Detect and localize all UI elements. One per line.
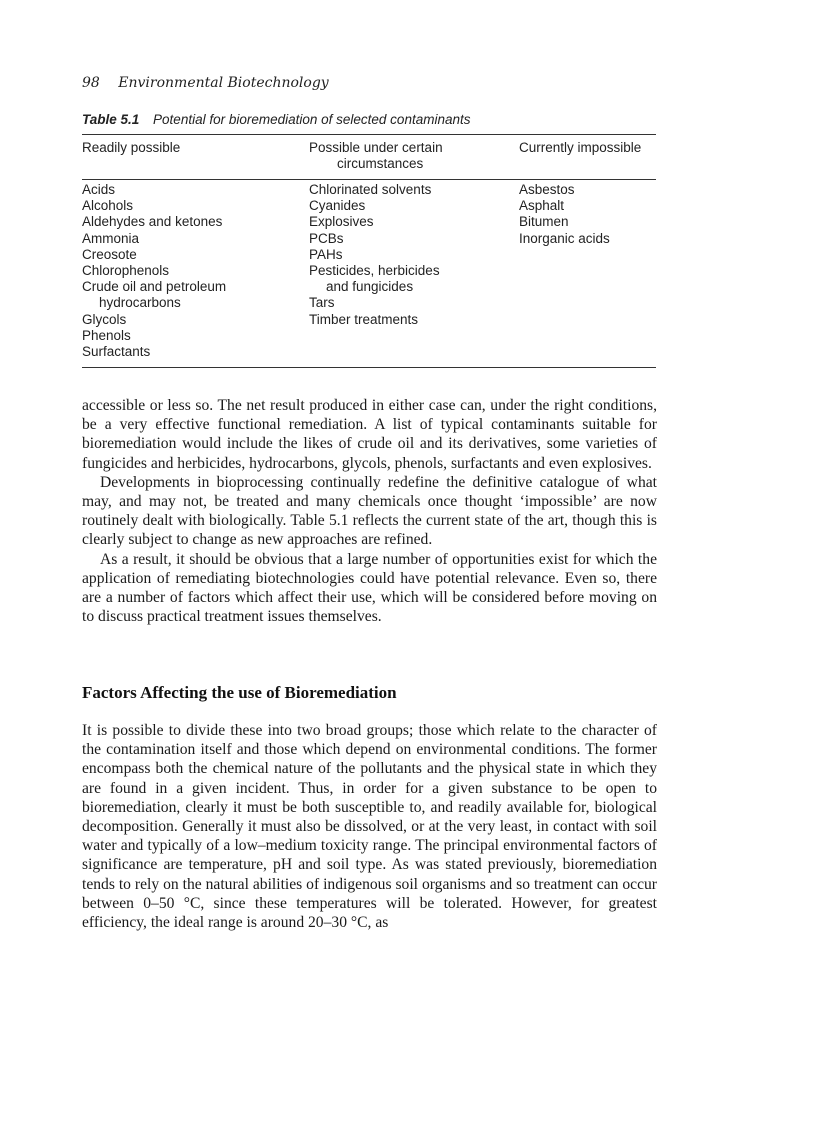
- paragraph: Developments in bioprocessing continually redefine the definitive catalogue of what may, and may not, be treated and many chemicals once thought ‘impossible’ are now routinely dealt with biologically. Table 5.1 reflects the current state of the art, though this is clearly subject to change as new approaches are refined.: [82, 473, 657, 549]
- column-readily-possible: [82, 182, 226, 360]
- table-header-rule: [82, 179, 656, 180]
- table-cell: PAHs: [309, 246, 343, 262]
- table-caption: [82, 112, 470, 127]
- section-body: [82, 721, 657, 932]
- section-heading: Factors Affecting the use of Bioremediation: [82, 683, 397, 702]
- table-cell: Inorganic acids: [519, 230, 610, 246]
- table-cell: Chlorinated solvents: [309, 182, 432, 197]
- running-title: Environmental Biotechnology: [118, 75, 329, 91]
- table-cell: PCBs: [309, 230, 344, 246]
- column-heading-readily-possible: Readily possible: [82, 140, 181, 155]
- table-cell: Bitumen: [519, 214, 569, 230]
- table-caption-text: Potential for bioremediation of selected contaminants: [153, 112, 471, 127]
- table-top-rule: [82, 134, 656, 135]
- paragraph: It is possible to divide these into two broad groups; those which relate to the character of the contamination itself and those which depend on environmental conditions. The former encompass both the chemical nature of the pollutants and the physical state in which they are found in a given incident. Thus, in order for a given substance to be open to bioremediation, clearly it must be both susceptible to, and readily available for, biological decomposition. Generally it must also be dissolved, or at the very least, in contact with soil water and typically of a low–medium toxicity range. The principal environmental factors of significance are temperature, pH and soil type. As was stated previously, bioremediation tends to rely on the natural abilities of indigenous soil organisms and so treatment can occur between 0–50 °C, since these temperatures will be tolerated. However, for greatest efficiency, the ideal range is around 20–30 °C, as: [82, 722, 657, 932]
- table-cell: Ammonia: [82, 230, 140, 246]
- table-cell: Crude oil and petroleum hydrocarbons: [82, 279, 227, 311]
- paragraph: As a result, it should be obvious that a large number of opportunities exist for which the application of remediating biotechnologies could have potential relevance. Even so, there are a number of factors which affect their use, which will be considered before moving on to discuss practical treatment issues themselves.: [82, 550, 657, 626]
- page-number: 98: [82, 75, 100, 91]
- table-cell: Aldehydes and ketones: [82, 214, 223, 230]
- table-cell: Alcohols: [82, 198, 134, 214]
- table-cell: Acids: [82, 182, 116, 197]
- running-header: [82, 75, 329, 91]
- column-heading-currently-impossible: Currently impossible: [519, 140, 642, 155]
- table-cell: Asphalt: [519, 198, 565, 214]
- paragraph: accessible or less so. The net result produced in either case can, under the right conditions, be a very effective functional remediation. A list of typical contaminants suitable for bioremediation would include the likes of crude oil and its derivatives, some varieties of fungicides and herbicides, hydrocarbons, glycols, phenols, surfactants and even explosives.: [82, 397, 657, 472]
- column-heading-possible-under-certain-circumstances: Possible under certain circumstances: [309, 140, 443, 172]
- table-cell: Surfactants: [82, 344, 151, 360]
- table-cell: Phenols: [82, 327, 131, 343]
- table-cell: Creosote: [82, 246, 137, 262]
- table-cell: Cyanides: [309, 198, 366, 214]
- body-text-block: [82, 396, 657, 626]
- table-cell: Timber treatments: [309, 311, 419, 327]
- table-cell: Tars: [309, 295, 335, 311]
- table-cell: Chlorophenols: [82, 263, 170, 279]
- column-currently-impossible: [519, 182, 610, 247]
- table-label: Table 5.1: [82, 112, 140, 127]
- table-cell: Explosives: [309, 214, 374, 230]
- table-cell: Pesticides, herbicides and fungicides: [309, 263, 440, 295]
- table-cell: Glycols: [82, 311, 127, 327]
- column-possible-under-certain-circumstances: [309, 182, 440, 328]
- table-cell: Asbestos: [519, 182, 575, 197]
- table-bottom-rule: [82, 367, 656, 368]
